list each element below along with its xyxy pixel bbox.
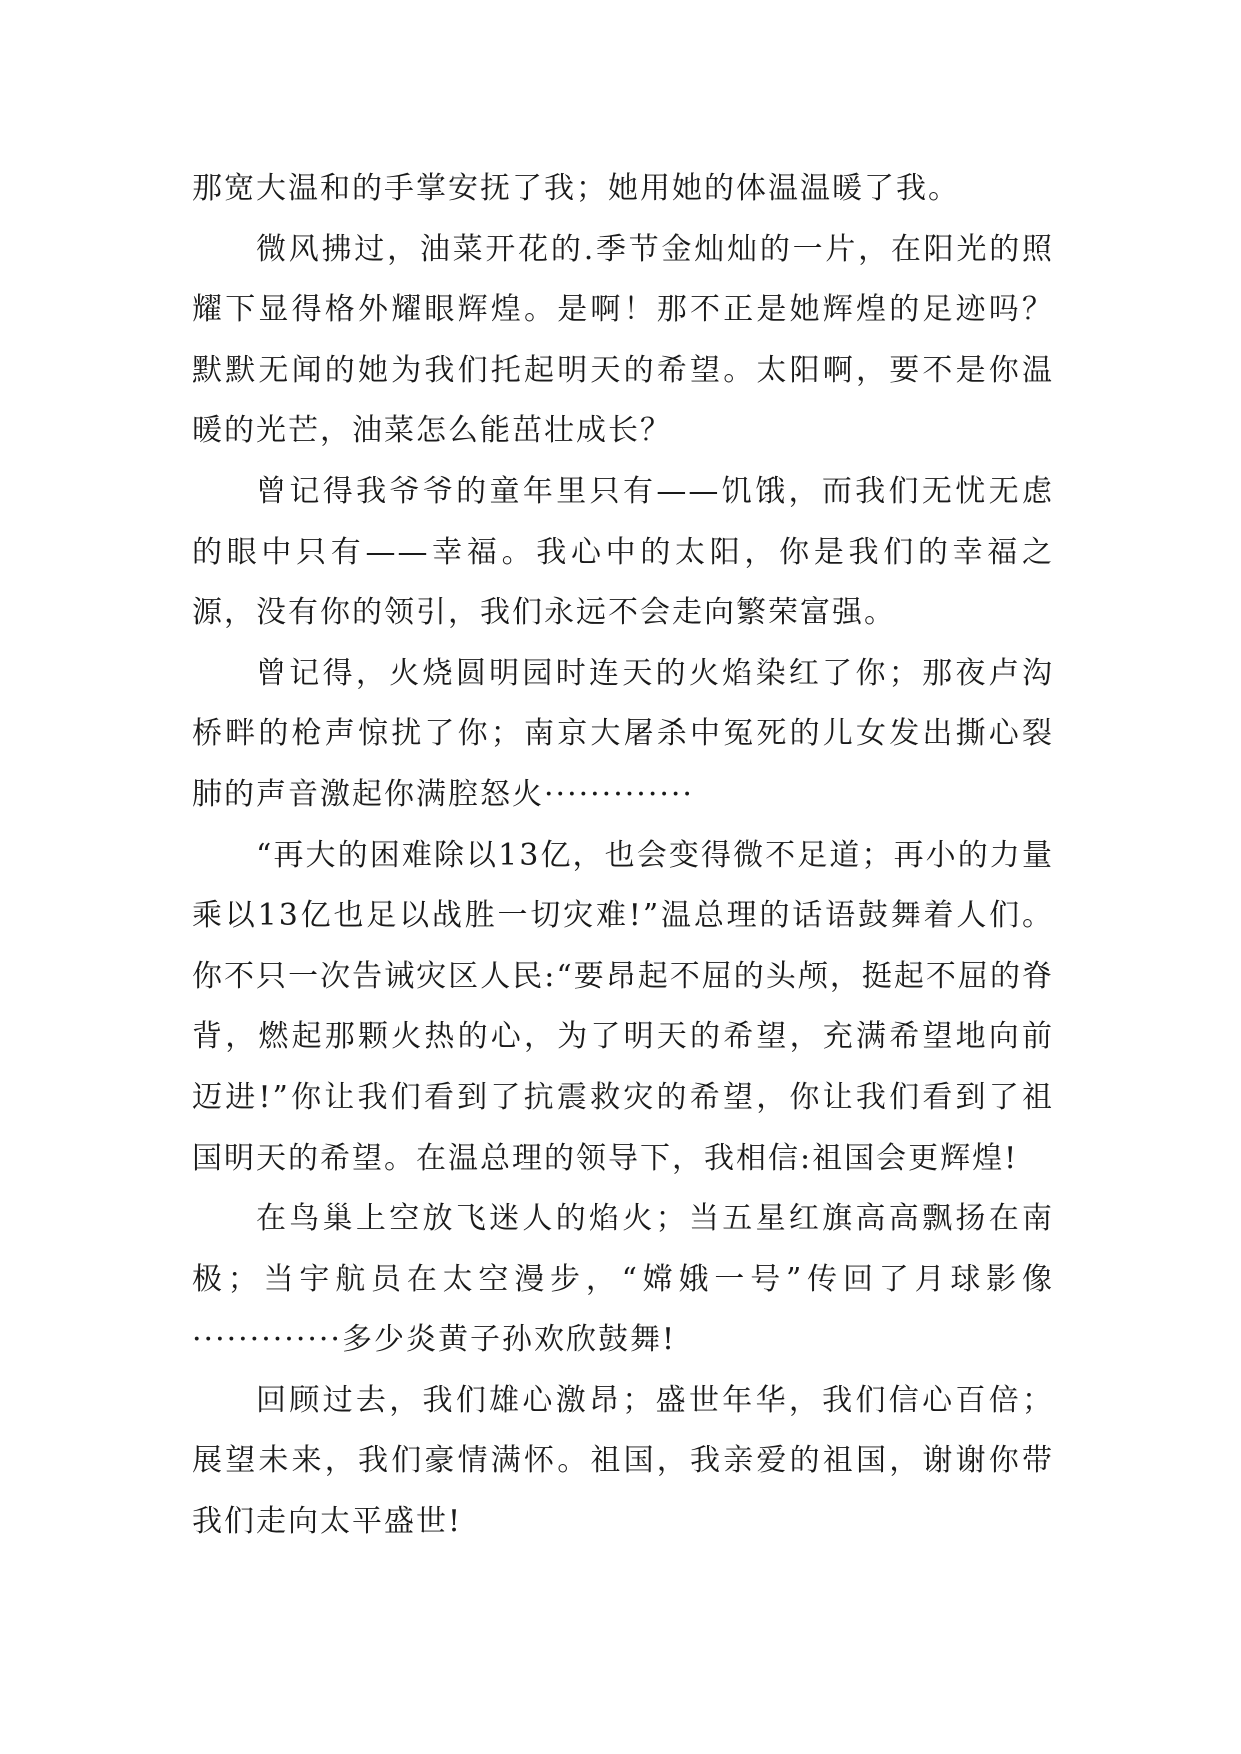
paragraph-4: 曾记得，火烧圆明园时连天的火焰染红了你；那夜卢沟桥畔的枪声惊扰了你；南京大屠杀中冤死的儿女发出撕心裂肺的声音激起你满腔怒火·············: [192, 655, 1054, 812]
paragraph-5: “再大的困难除以13亿，也会变得微不足道；再小的力量乘以13亿也足以战胜一切灾难!”温总理的话语鼓舞着人们。你不只一次告诫灾区人民:“要昂起不屈的头颅，挺起不屈的脊背，燃起那颗火热的心，为了明天的希望，充满希望地向前迈进!”你让我们看到了抗震救灾的希望，你让我们看到了祖国明天的希望。在温总理的领导下，我相信:祖国会更辉煌!: [192, 837, 1054, 1176]
paragraph-1: 那宽大温和的手掌安抚了我；她用她的体温温暖了我。: [192, 171, 960, 206]
paragraph-7: 回顾过去，我们雄心激昂；盛世年华，我们信心百倍；展望未来，我们豪情满怀。祖国，我亲爱的祖国，谢谢你带我们走向太平盛世!: [192, 1382, 1054, 1540]
paragraph-2: 微风拂过，油菜开花的.季节金灿灿的一片，在阳光的照耀下显得格外耀眼辉煌。是啊！那不正是她辉煌的足迹吗？默默无闻的她为我们托起明天的希望。太阳啊，要不是你温暖的光芒，油菜怎么能茁壮成长？: [192, 231, 1054, 449]
paragraph-6: 在鸟巢上空放飞迷人的焰火；当五星红旗高高飘扬在南极；当宇航员在太空漫步，“嫦娥一号”传回了月球影像·············多少炎黄子孙欢欣鼓舞!: [192, 1201, 1054, 1358]
paragraph-3: 曾记得我爷爷的童年里只有——饥饿，而我们无忧无虑的眼中只有——幸福。我心中的太阳，你是我们的幸福之源，没有你的领引，我们永远不会走向繁荣富强。: [192, 473, 1054, 631]
body-text: [192, 159, 1054, 1553]
